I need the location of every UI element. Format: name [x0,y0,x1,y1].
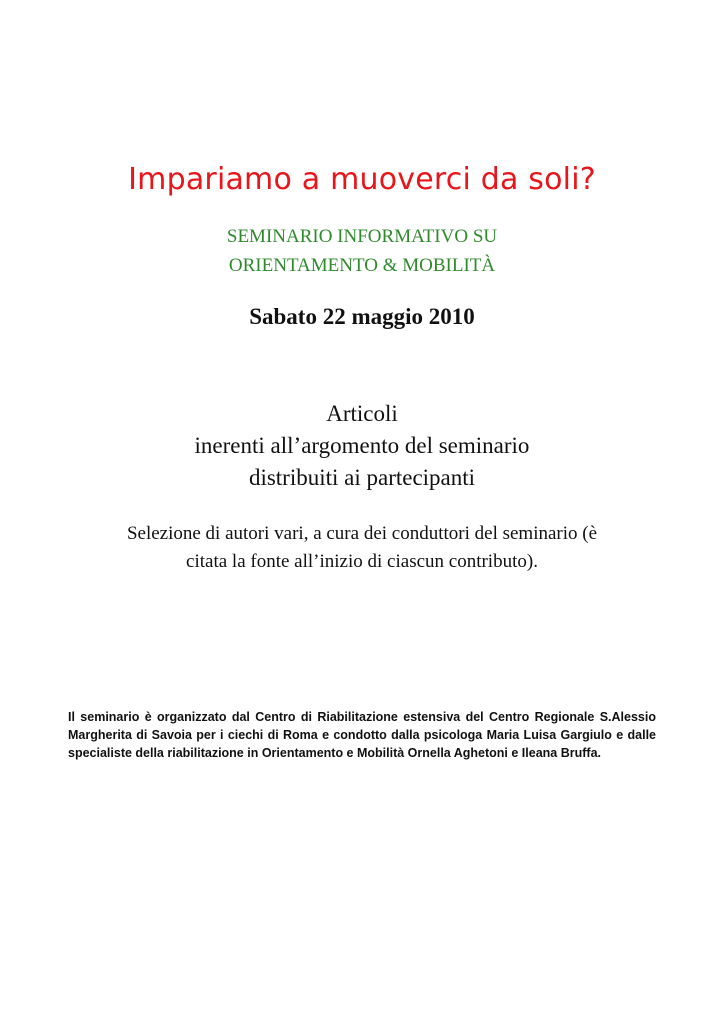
articles-heading-line-2: inerenti all’argomento del seminario [194,433,530,458]
seminar-subtitle-line-2: ORIENTAMENTO & MOBILITÀ [228,255,496,276]
articles-heading-line-3: distribuiti ai partecipanti [248,465,476,490]
seminar-subtitle-line-1: SEMINARIO INFORMATIVO SU [226,226,498,247]
articles-heading-line-1: Articoli [326,401,398,426]
document-title: Impariamo a muoverci da soli? [128,162,596,197]
selection-note-line-2: citata la fonte all’inizio di ciascun contributo). [186,551,538,572]
selection-note-line-1: Selezione di autori vari, a cura dei conduttori del seminario (è [126,523,598,544]
seminar-date: Sabato 22 maggio 2010 [249,304,475,329]
organizer-paragraph: Il seminario è organizzato dal Centro di Riabilitazione estensiva del Centro Regionale S.Alessio Margherita di Savoia per i ciechi di Roma e condotto dalla psicologa Maria Luisa Gargiulo e dalle specialiste della riabilitazione in Orientamento e Mobilità Ornella Aghetoni e Ileana Bruffa. [68,710,656,760]
